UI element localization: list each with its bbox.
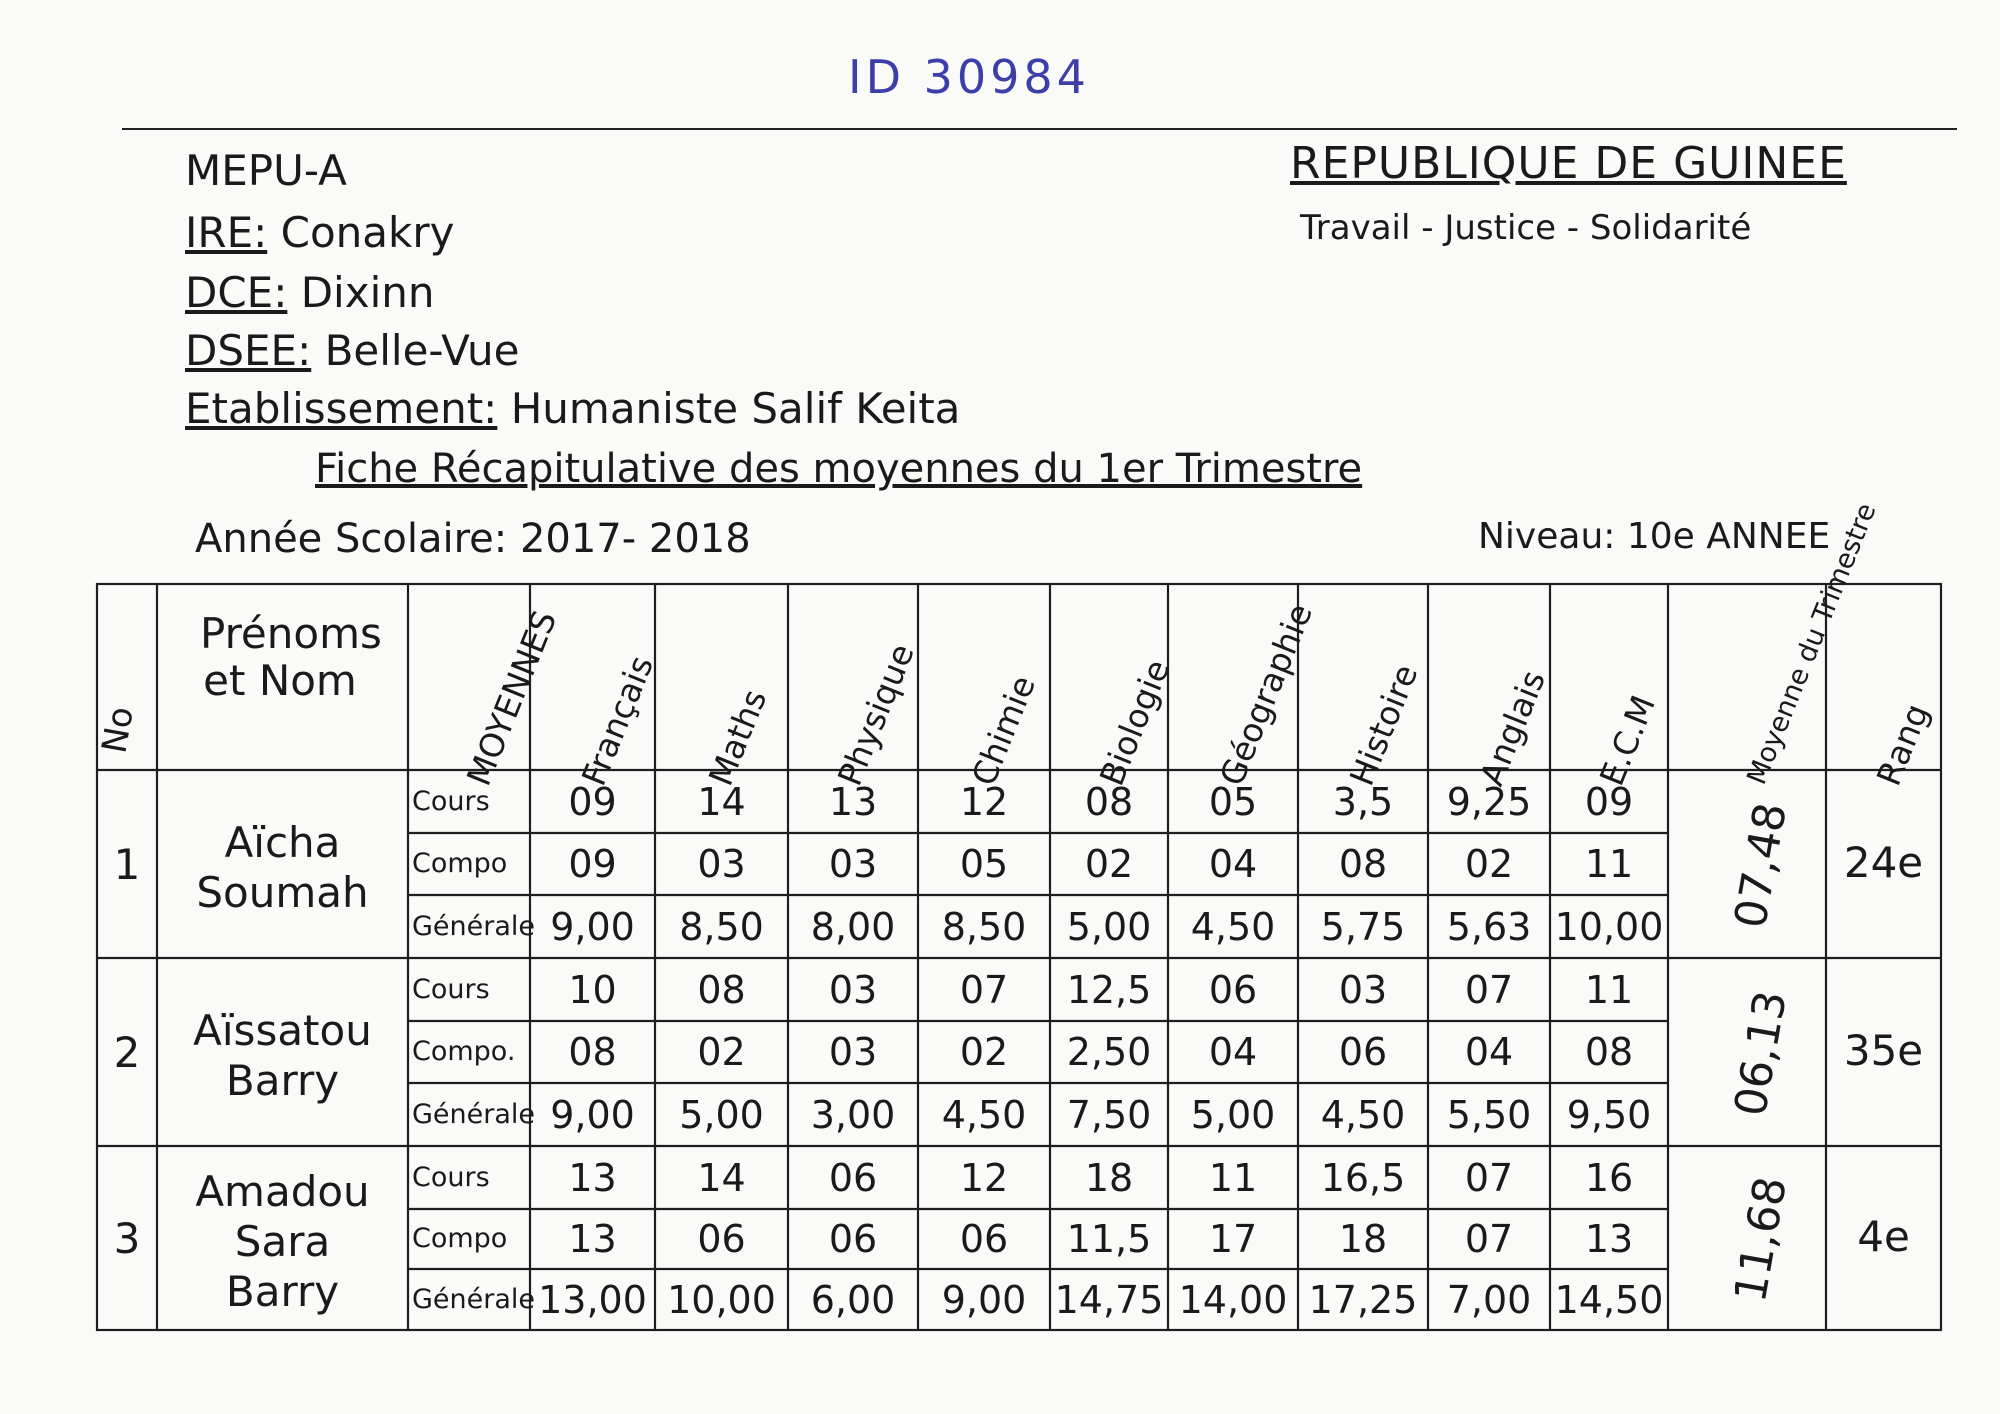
col-header-subject: Physique — [829, 638, 922, 791]
grade-cell: 11 — [1208, 1155, 1258, 1200]
student-name — [157, 1006, 408, 1106]
student-name-line: Barry — [225, 1267, 340, 1316]
grade-cell: 6,00 — [810, 1277, 896, 1322]
grade-cell: 14,75 — [1054, 1277, 1164, 1322]
sheet-title: Fiche Récapitulative des moyennes du 1er Trimestre — [315, 446, 1363, 492]
grade-cell: 9,00 — [941, 1277, 1027, 1322]
grade-cell: 4,50 — [941, 1092, 1027, 1137]
grade-cell: 06 — [828, 1155, 878, 1200]
ire-value: Conakry — [280, 208, 455, 257]
col-header-subject: Biologie — [1091, 654, 1178, 791]
grade-cell: 06 — [828, 1217, 878, 1261]
grade-cell: 3,00 — [810, 1092, 896, 1137]
grade-cell: 5,50 — [1446, 1092, 1532, 1137]
col-header-rang: Rang — [1868, 698, 1937, 791]
grade-cell: 03 — [1338, 967, 1388, 1012]
grade-cell: 9,00 — [550, 1092, 635, 1137]
grade-cell: 5,00 — [1190, 1092, 1276, 1137]
moyenne-trimestre-value: 11,68 — [1724, 1173, 1798, 1306]
grade-cell: 5,00 — [1066, 904, 1152, 949]
grade-cell: 06 — [1338, 1030, 1388, 1074]
rang-value: 4e — [1857, 1212, 1910, 1261]
col-header-subject: Maths — [700, 683, 775, 791]
grade-cell: 02 — [1084, 842, 1134, 886]
row-type-label: Générale — [412, 910, 536, 942]
grade-cell: 10,00 — [1554, 904, 1664, 949]
grade-cell: 4,50 — [1320, 1092, 1406, 1137]
grade-cell: 2,50 — [1066, 1030, 1152, 1074]
document-id: ID 30984 — [848, 50, 1090, 104]
row-type-label: Compo. — [412, 1036, 516, 1067]
grade-cell: 8,50 — [941, 904, 1027, 949]
col-header-name-text: Prénoms et Nom — [200, 609, 382, 706]
grade-cell: 12 — [959, 1155, 1009, 1200]
grade-cell: 02 — [697, 1030, 746, 1074]
grade-cell: 08 — [1338, 842, 1388, 886]
student-number: 2 — [113, 1028, 141, 1077]
grade-cell: 14,00 — [1178, 1277, 1288, 1322]
grade-cell: 4,50 — [1190, 904, 1276, 949]
grade-cell: 08 — [1084, 779, 1134, 824]
student-name-line: Aïssatou — [193, 1006, 372, 1055]
grade-cell: 16,5 — [1320, 1155, 1406, 1200]
col-header-subject: Histoire — [1341, 658, 1426, 791]
grade-cell: 5,63 — [1446, 904, 1532, 949]
grade-cell: 07 — [1464, 1217, 1514, 1261]
row-type-label: Compo — [412, 848, 508, 879]
dsee-value: Belle-Vue — [324, 326, 520, 375]
grade-cell: 11,5 — [1066, 1217, 1152, 1261]
grade-cell: 08 — [697, 967, 746, 1012]
grade-cell: 18 — [1338, 1217, 1388, 1261]
col-header-no: No — [94, 703, 142, 757]
grade-cell: 13 — [1584, 1217, 1634, 1261]
grade-cell: 03 — [828, 842, 878, 886]
grade-cell: 06 — [959, 1217, 1009, 1261]
row-type-label: Générale — [412, 1098, 536, 1130]
grade-cell: 02 — [959, 1030, 1009, 1074]
grade-cell: 03 — [697, 842, 746, 886]
grade-cell: 09 — [568, 779, 617, 824]
student-name — [157, 818, 408, 918]
grade-cell: 13 — [828, 779, 878, 824]
grade-cell: 08 — [1584, 1030, 1634, 1074]
grade-cell: 10 — [568, 967, 617, 1012]
republic-title: REPUBLIQUE DE GUINEE — [1290, 138, 1847, 189]
school-label: Etablissement: — [185, 384, 498, 433]
dce-value: Dixinn — [300, 268, 435, 317]
row-type-label: Générale — [412, 1283, 536, 1315]
moyenne-trimestre-value: 07,48 — [1724, 799, 1798, 932]
rang-value: 35e — [1843, 1026, 1924, 1075]
grade-cell: 14 — [697, 1155, 746, 1200]
grade-cell: 07 — [959, 967, 1009, 1012]
grade-cell: 03 — [828, 1030, 878, 1074]
national-motto: Travail - Justice - Solidarité — [1300, 208, 1752, 248]
grade-cell: 04 — [1464, 1030, 1514, 1074]
school-value: Humaniste Salif Keita — [510, 384, 961, 433]
grade-cell: 08 — [568, 1030, 617, 1074]
grade-cell: 7,50 — [1066, 1092, 1152, 1137]
grade-cell: 9,00 — [550, 904, 635, 949]
grade-cell: 13 — [568, 1217, 617, 1261]
grade-cell: 17,25 — [1308, 1277, 1418, 1322]
grade-cell: 13,00 — [538, 1277, 647, 1322]
col-header-subject: Géographie — [1211, 598, 1320, 791]
grade-cell: 04 — [1208, 842, 1258, 886]
student-name-line: Aïcha — [224, 818, 341, 867]
grade-cell: 12 — [959, 779, 1009, 824]
row-type-label: Compo — [412, 1223, 508, 1254]
grade-cell: 11 — [1584, 967, 1634, 1012]
col-header-name — [165, 610, 395, 704]
dsee-label: DSEE: — [185, 326, 312, 375]
ire-label: IRE: — [185, 208, 268, 257]
student-number: 3 — [113, 1214, 141, 1263]
class-level: Niveau: 10e ANNEE — [1478, 516, 1831, 557]
col-header-subject: Français — [573, 650, 661, 791]
grade-cell: 06 — [697, 1217, 746, 1261]
grade-cell: 7,00 — [1446, 1277, 1532, 1322]
grade-cell: 8,00 — [810, 904, 896, 949]
grade-cell: 9,25 — [1446, 779, 1532, 824]
student-number: 1 — [113, 840, 141, 889]
grade-cell: 5,00 — [679, 1092, 764, 1137]
moyenne-trimestre-value: 06,13 — [1724, 987, 1798, 1120]
dce-label: DCE: — [185, 268, 288, 317]
grade-cell: 04 — [1208, 1030, 1258, 1074]
student-name-line: Sara — [234, 1217, 331, 1266]
grade-cell: 12,5 — [1066, 967, 1152, 1012]
student-name-line: Soumah — [196, 868, 369, 917]
grade-cell: 07 — [1464, 967, 1514, 1012]
grade-cell: 9,50 — [1566, 1092, 1652, 1137]
row-type-label: Cours — [412, 1161, 490, 1193]
grade-cell: 05 — [959, 842, 1009, 886]
grade-cell: 07 — [1464, 1155, 1514, 1200]
grade-cell: 17 — [1208, 1217, 1258, 1261]
ministry-line: MEPU-A — [185, 146, 347, 195]
row-type-label: Cours — [412, 973, 490, 1005]
grade-cell: 13 — [568, 1155, 617, 1200]
grade-cell: 02 — [1464, 842, 1514, 886]
student-name — [157, 1167, 408, 1317]
grade-cell: 05 — [1208, 779, 1258, 824]
grade-cell: 14 — [697, 779, 746, 824]
grade-cell: 8,50 — [679, 904, 764, 949]
grade-cell: 09 — [1584, 779, 1634, 824]
grade-cell: 10,00 — [667, 1277, 776, 1322]
grade-cell: 09 — [568, 842, 617, 886]
grade-cell: 3,5 — [1332, 779, 1394, 824]
grade-cell: 18 — [1084, 1155, 1134, 1200]
col-header-moyenne-trimestre: Moyenne du Trimestre — [1741, 498, 1883, 789]
col-header-subject: E.C.M — [1591, 689, 1663, 791]
grade-cell: 5,75 — [1320, 904, 1406, 949]
rang-value: 24e — [1843, 838, 1924, 887]
row-type-label: Cours — [412, 785, 490, 817]
col-header-subject: Chimie — [963, 669, 1043, 791]
student-name-line: Amadou — [195, 1167, 370, 1216]
student-name-line: Barry — [225, 1056, 340, 1105]
grade-cell: 16 — [1584, 1155, 1634, 1200]
grade-cell: 06 — [1208, 967, 1258, 1012]
grade-cell: 11 — [1584, 842, 1634, 886]
grade-cell: 03 — [828, 967, 878, 1012]
school-year: Année Scolaire: 2017- 2018 — [195, 516, 751, 562]
col-header-subject: Anglais — [1471, 664, 1554, 791]
grade-cell: 14,50 — [1554, 1277, 1664, 1322]
col-header-moyennes: MOYENNES — [458, 605, 565, 791]
